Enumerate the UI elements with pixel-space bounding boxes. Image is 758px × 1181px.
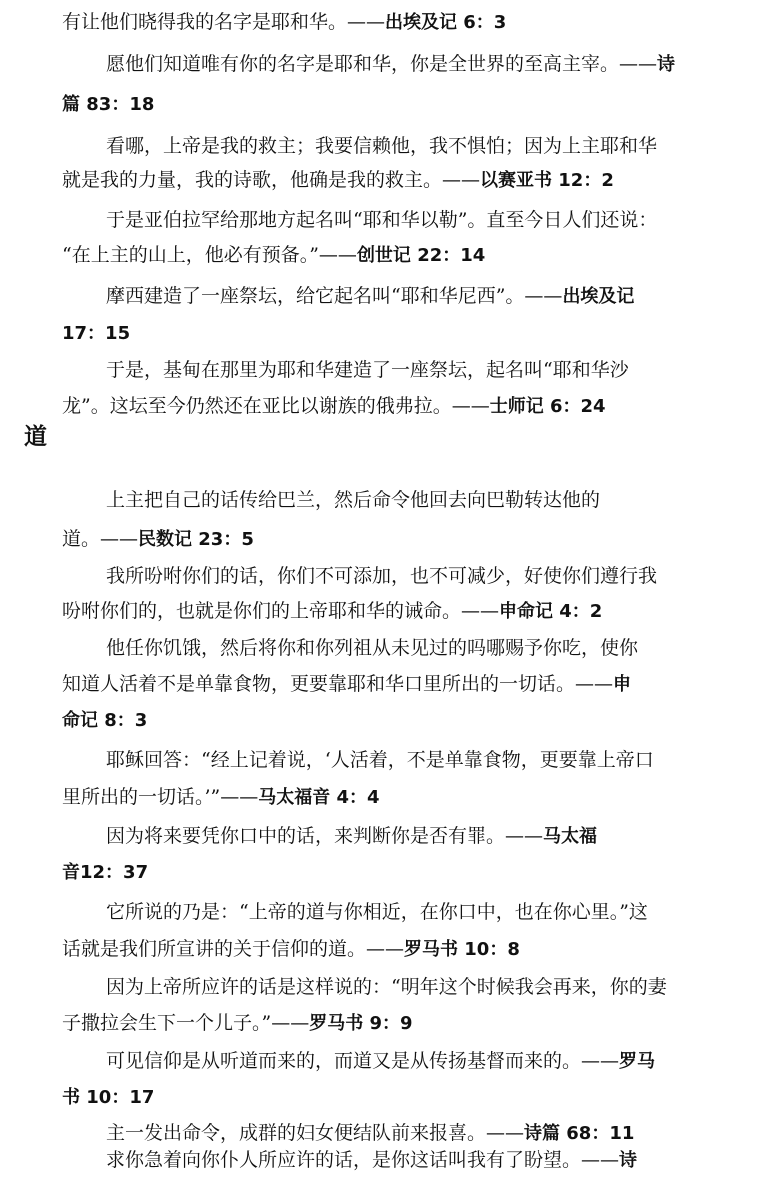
verse-line: 子撒拉会生下一个儿子。”——罗马书 9：9 xyxy=(62,1012,413,1034)
scripture-reference: 罗马书 10：8 xyxy=(404,939,520,960)
verse-line xyxy=(62,313,734,354)
verse-line xyxy=(62,1077,734,1118)
scripture-reference: 创世记 22：14 xyxy=(356,245,486,266)
verse-line: 我所吩咐你们的话，你们不可添加，也不可减少，好使你们遵行我 xyxy=(106,565,658,587)
verse-line: “在上主的山上，他必有预备。”——创世记 22：14 xyxy=(62,244,486,266)
verse-line: 于是，基甸在那里为耶和华建造了一座祭坛，起名叫“耶和华沙 xyxy=(106,359,629,381)
verse-line: 吩咐你们的，也就是你们的上帝耶和华的诫命。——申命记 4：2 xyxy=(62,600,603,622)
verse-line: 主一发出命令，成群的妇女便结队前来报喜。——诗篇 68：11 xyxy=(106,1122,635,1144)
verse-line: 就是我的力量，我的诗歌，他确是我的救主。——以赛亚书 12：2 xyxy=(62,169,614,191)
verse-line: 于是亚伯拉罕给那地方起名叫“耶和华以勒”。直至今日人们还说： xyxy=(106,209,658,231)
verse-line: 可见信仰是从听道而来的，而道又是从传扬基督而来的。——罗马 xyxy=(106,1050,656,1072)
scripture-reference: 以赛亚书 12：2 xyxy=(480,170,614,191)
verse-line: 有让他们晓得我的名字是耶和华。——出埃及记 6：3 xyxy=(62,11,507,33)
scripture-reference: 出埃及记 xyxy=(562,286,635,307)
scripture-reference: 篇 83：18 xyxy=(62,94,155,115)
verse-line: 看哪，上帝是我的救主；我要信赖他，我不惧怕；因为上主耶和华 xyxy=(106,135,658,157)
verse-line: 他任你饥饿，然后将你和你列祖从未见过的吗哪赐予你吃，使你 xyxy=(106,637,639,659)
verse-line xyxy=(62,84,734,125)
verse-line: 因为将来要凭你口中的话，来判断你是否有罪。——马太福 xyxy=(106,825,598,847)
verse-line: 上主把自己的话传给巴兰，然后命令他回去向巴勒转达他的 xyxy=(106,489,601,511)
scripture-reference: 书 10：17 xyxy=(62,1087,155,1108)
scripture-reference: 音12：37 xyxy=(62,862,149,883)
scripture-reference: 命记 8：3 xyxy=(62,710,148,731)
scripture-reference: 士师记 6：24 xyxy=(489,396,606,417)
verse-line: 摩西建造了一座祭坛，给它起名叫“耶和华尼西”。——出埃及记 xyxy=(106,285,635,307)
verse-line: 求你急着向你仆人所应许的话，是你这话叫我有了盼望。——诗 xyxy=(106,1149,638,1171)
scripture-reference: 申命记 4：2 xyxy=(499,601,603,622)
scripture-reference: 罗马书 9：9 xyxy=(309,1013,413,1034)
verse-line: 龙”。这坛至今仍然还在亚比以谢族的俄弗拉。——士师记 6：24 xyxy=(62,395,606,417)
verse-line: 愿他们知道唯有你的名字是耶和华，你是全世界的至高主宰。——诗 xyxy=(106,53,676,75)
scripture-reference: 马太福 xyxy=(543,826,598,847)
scripture-reference: 罗马 xyxy=(619,1051,656,1072)
verse-line xyxy=(62,852,734,893)
verse-line: 耶稣回答：“经上记着说，‘人活着，不是单靠食物，更要靠上帝口 xyxy=(106,749,654,771)
scripture-reference: 诗篇 68：11 xyxy=(524,1123,635,1144)
scripture-reference: 申 xyxy=(613,674,632,695)
scripture-reference: 出埃及记 6：3 xyxy=(385,12,507,33)
verse-line: 它所说的乃是：“上帝的道与你相近，在你口中，也在你心里。”这 xyxy=(106,901,648,923)
scripture-reference: 17：15 xyxy=(62,323,131,344)
verse-line: 里所出的一切话。’”——马太福音 4：4 xyxy=(62,786,380,808)
verse-line: 话就是我们所宣讲的关于信仰的道。——罗马书 10：8 xyxy=(62,938,520,960)
scripture-reference: 诗 xyxy=(657,54,676,75)
verse-line xyxy=(62,700,734,741)
section-heading: 道 xyxy=(24,423,47,450)
verse-line: 因为上帝所应许的话是这样说的：“明年这个时候我会再来，你的妻 xyxy=(106,976,667,998)
scripture-reference: 诗 xyxy=(619,1150,638,1171)
scripture-reference: 民数记 23：5 xyxy=(138,529,254,550)
verse-line: 道。——民数记 23：5 xyxy=(62,528,254,550)
scripture-reference: 马太福音 4：4 xyxy=(258,787,380,808)
verse-line: 知道人活着不是单靠食物，更要靠耶和华口里所出的一切话。——申 xyxy=(62,673,632,695)
